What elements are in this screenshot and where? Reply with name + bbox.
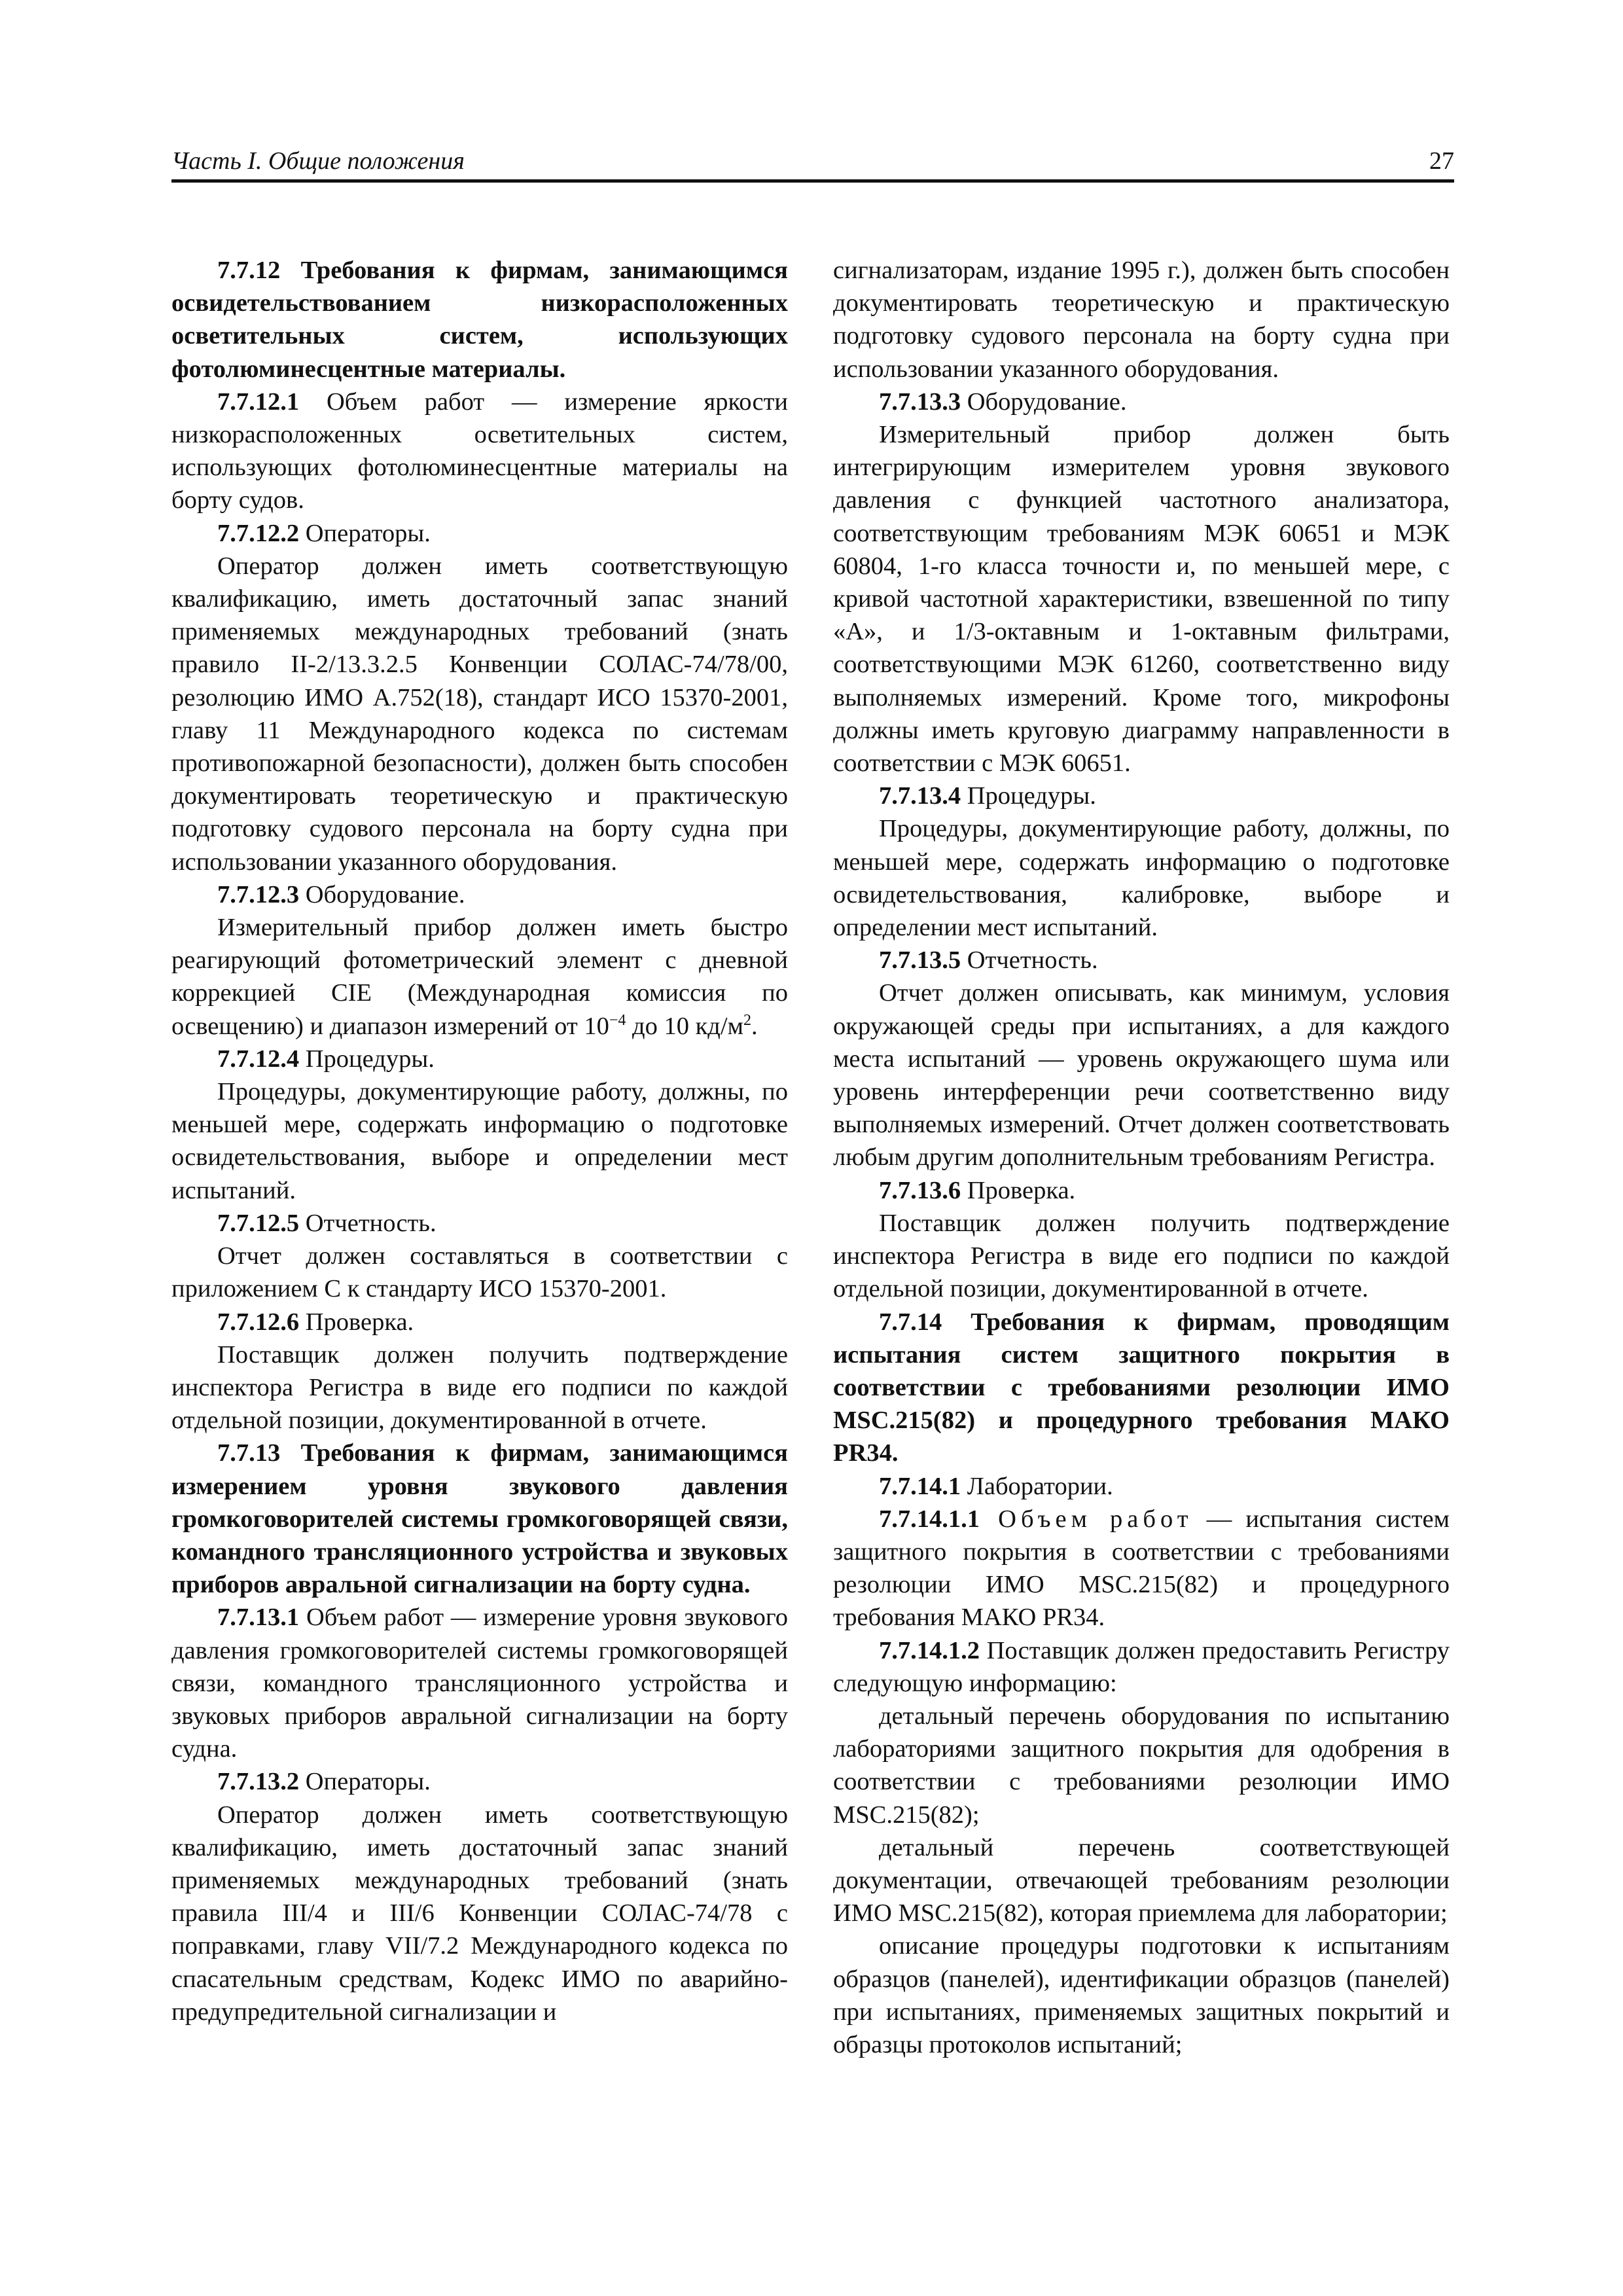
paragraph-procedures-2: Процедуры, документирующие работу, должны, по меньшей мере, содержать информацию о подготовке освидетельствования, калибровке, выборе и определении мест испытаний. xyxy=(833,815,1450,942)
clause-text: Процедуры. xyxy=(299,1045,435,1073)
clause-7-7-13-5 xyxy=(833,944,1450,977)
paragraph-operator-requirements-2: Оператор должен иметь соответствующую квалификацию, иметь достаточный запас знаний применяемых международных требований (знать правила III/4 и III/6 Конвенции СОЛАС-74/78 с поправками, главу VII/7.2 Международного кодекса по спасательным средствам, Кодекс ИМО по аварийно-предупредительной сигнализации и xyxy=(171,1801,788,2026)
clause-number: 7.7.13.4 xyxy=(879,782,961,810)
equipment-text-end: . xyxy=(751,1012,758,1040)
clause-text: Операторы. xyxy=(299,1768,431,1796)
clause-7-7-12-6 xyxy=(171,1306,788,1338)
clause-number: 7.7.13.5 xyxy=(879,946,961,975)
running-title: Часть I. Общие положения xyxy=(171,147,465,175)
clause-number: 7.7.13.2 xyxy=(217,1768,300,1796)
section-heading-7-7-13: 7.7.13 Требования к фирмам, занимающимся измерением уровня звукового давления громкоговорителей системы громкоговорящей связи, командного трансляционного устройства и звуковых приборов авральной сигнализации на борту судна. xyxy=(171,1439,788,1599)
clause-7-7-13-2 xyxy=(171,1765,788,1798)
clause-text: Объем работ — измерение уровня звукового давления громкоговорителей системы громкоговорящей связи, командного трансляционного устройства и звуковых приборов авральной сигнализации на борту судна. xyxy=(171,1604,788,1763)
list-item: детальный перечень соответствующей документации, отвечающей требованиям резолюции ИМО MSC.215(82), которая приемлема для лаборатории; xyxy=(833,1833,1450,1928)
page-number: 27 xyxy=(1429,147,1454,175)
clause-number: 7.7.13.1 xyxy=(217,1604,300,1632)
paragraph-check: Поставщик должен получить подтверждение инспектора Регистра в виде его подписи по каждой отдельной позиции, документированной в отчете. xyxy=(171,1340,788,1435)
clause-text: Операторы. xyxy=(299,519,431,547)
equipment-text-mid: до 10 кд/м xyxy=(626,1012,743,1040)
equipment-text: Измерительный прибор должен иметь быстро реагирующий фотометрический элемент с дневной коррекцией CIE (Международная комиссия по освещению) и диапазон измерений от 10 xyxy=(171,914,788,1040)
clause-7-7-13-3 xyxy=(833,386,1450,418)
paragraph-equipment-requirements xyxy=(171,911,788,1043)
clause-7-7-12-2 xyxy=(171,517,788,550)
clause-number: 7.7.12.6 xyxy=(217,1308,300,1336)
page-header xyxy=(171,143,1454,183)
clause-text: Поставщик должен предоставить Регистру следующую информацию: xyxy=(833,1636,1450,1697)
clause-number: 7.7.12.2 xyxy=(217,519,300,547)
clause-text: Отчетность. xyxy=(299,1209,437,1237)
right-column xyxy=(833,254,1450,2061)
clause-7-7-12-1 xyxy=(171,386,788,517)
clause-7-7-12-4 xyxy=(171,1043,788,1075)
clause-text: — испытания систем защитного покрытия в соответствии с требованиями резолюции ИМО MSC.215(82) и процедурного требования МАКО PR34. xyxy=(833,1505,1450,1632)
clause-number: 7.7.14.1 xyxy=(879,1472,961,1500)
square-exponent: 2 xyxy=(743,1011,751,1029)
paragraph-equipment-requirements-2: Измерительный прибор должен быть интегрирующим измерителем уровня звукового давления с функцией частотного анализатора, соответствующим требованиям МЭК 60651 и МЭК 60804, 1-го класса точности и, по меньшей мере, с кривой частотной характеристики, взвешенной по типу «А», и 1/3-октавным и 1-октавным фильтрами, соответствующими МЭК 61260, соответственно виду выполняемых измерений. Кроме того, микрофоны должны иметь круговую диаграмму направленности в соответствии с МЭК 60651. xyxy=(833,421,1450,778)
clause-number: 7.7.13.6 xyxy=(879,1176,961,1204)
clause-number: 7.7.12.4 xyxy=(217,1045,300,1073)
clause-7-7-13-4 xyxy=(833,780,1450,812)
clause-7-7-12-3 xyxy=(171,878,788,911)
section-heading-7-7-12: 7.7.12 Требования к фирмам, занимающимся освидетельствованием низкорасположенных осветительных систем, использующих фотолюминесцентные материалы. xyxy=(171,257,788,383)
clause-spaced-title: Объем работ xyxy=(980,1505,1193,1533)
paragraph-check-2: Поставщик должен получить подтверждение инспектора Регистра в виде его подписи по каждой отдельной позиции, документированной в отчете. xyxy=(833,1209,1450,1303)
paragraph-operator-requirements-2-continued: сигнализаторам, издание 1995 г.), должен быть способен документировать теоретическую и практическую подготовку судового персонала на борту судна при использовании указанного оборудования. xyxy=(833,257,1450,383)
clause-text: Лаборатории. xyxy=(961,1472,1113,1500)
clause-text: Оборудование. xyxy=(299,880,465,908)
clause-text: Проверка. xyxy=(299,1308,414,1336)
clause-7-7-14-1-2 xyxy=(833,1634,1450,1700)
clause-number: 7.7.12.3 xyxy=(217,880,300,908)
clause-7-7-13-1 xyxy=(171,1601,788,1765)
clause-text: Отчетность. xyxy=(961,946,1098,975)
clause-text: Проверка. xyxy=(961,1176,1076,1204)
clause-number: 7.7.12.5 xyxy=(217,1209,300,1237)
clause-number: 7.7.12.1 xyxy=(217,387,300,416)
clause-7-7-13-6 xyxy=(833,1174,1450,1207)
clause-text: Процедуры. xyxy=(961,782,1096,810)
list-item: детальный перечень оборудования по испытанию лабораториями защитного покрытия для одобрения в соответствии с требованиями резолюции ИМО MSC.215(82); xyxy=(833,1702,1450,1829)
paragraph-reporting-2: Отчет должен описывать, как минимум, условия окружающей среды при испытаниях, а для каждого места испытаний — уровень окружающего шума или уровень интерференции речи соответственно виду выполняемых измерений. Отчет должен соответствовать любым другим дополнительным требованиям Регистра. xyxy=(833,979,1450,1172)
clause-number: 7.7.13.3 xyxy=(879,387,961,416)
left-column xyxy=(171,254,788,2028)
list-item: описание процедуры подготовки к испытаниям образцов (панелей), идентификации образцов (панелей) при испытаниях, применяемых защитных покрытий и образцы протоколов испытаний; xyxy=(833,1932,1450,2058)
clause-text: Оборудование. xyxy=(961,387,1127,416)
clause-7-7-14-1-1 xyxy=(833,1503,1450,1634)
paragraph-reporting: Отчет должен составляться в соответствии с приложением С к стандарту ИСО 15370-2001. xyxy=(171,1242,788,1303)
clause-number: 7.7.14.1.1 xyxy=(879,1505,980,1533)
clause-7-7-14-1 xyxy=(833,1470,1450,1503)
clause-text: Объем работ — измерение яркости низкорасположенных осветительных систем, использующих фотолюминесцентные материалы на борту судов. xyxy=(171,387,788,514)
section-heading-7-7-14: 7.7.14 Требования к фирмам, проводящим испытания систем защитного покрытия в соответствии с требованиями резолюции ИМО MSC.215(82) и процедурного требования МАКО PR34. xyxy=(833,1308,1450,1467)
clause-7-7-12-5 xyxy=(171,1207,788,1240)
clause-number: 7.7.14.1.2 xyxy=(879,1636,980,1664)
paragraph-procedures: Процедуры, документирующие работу, должны, по меньшей мере, содержать информацию о подготовке освидетельствования, выборе и определении мест испытаний. xyxy=(171,1078,788,1204)
exponent: −4 xyxy=(609,1011,626,1029)
paragraph-operator-requirements: Оператор должен иметь соответствующую квалификацию, иметь достаточный запас знаний применяемых международных требований (знать правило II-2/13.3.2.5 Конвенции СОЛАС-74/78/00, резолюцию ИМО А.752(18), стандарт ИСО 15370-2001, главу 11 Международного кодекса по системам противопожарной безопасности), должен быть способен документировать теоретическую и практическую подготовку судового персонала на борту судна при использовании указанного оборудования. xyxy=(171,552,788,876)
